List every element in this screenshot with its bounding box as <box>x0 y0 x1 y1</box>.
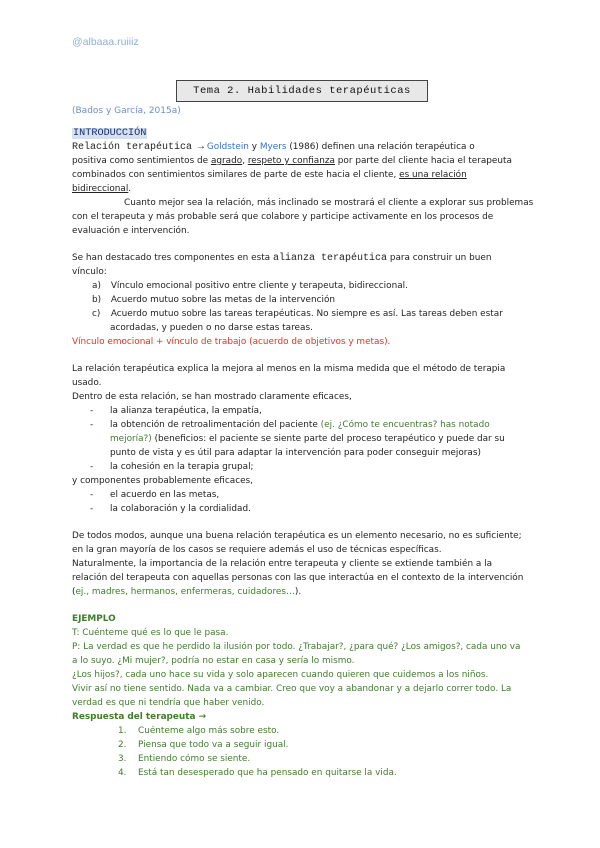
conj-y: y <box>251 142 258 152</box>
term-relacion-terapeutica: Relación terapéutica → <box>72 142 205 153</box>
response-option: Cuénteme algo más sobre esto. <box>138 726 280 736</box>
term-alianza-terapeutica: alianza terapéutica <box>272 253 387 264</box>
closing-line-4: relación del terapeuta con aquellas personas con las que interactúa en el contexto de la intervención <box>72 573 524 583</box>
example-question: (ej. ¿Cómo te encuentras? has notado <box>320 420 490 430</box>
period: . <box>128 184 132 194</box>
list-item-text: Acuerdo mutuo sobre las tareas terapéuticas. No siempre es así. Las tareas deben estar <box>110 309 503 319</box>
effects-line-2: usado. <box>72 378 102 388</box>
underline-relacion: es una relación <box>399 170 467 180</box>
alliance-line-1-pre: Se han destacado tres componentes en esta <box>72 253 271 263</box>
intro-line-1 <box>72 141 475 155</box>
bullet-cohesion: la cohesión en la terapia grupal; <box>110 462 254 472</box>
effects-line-1: La relación terapéutica explica la mejora al menos en la misma medida que el método de terapia <box>72 364 506 374</box>
bullet-retro-pre: la obtención de retroalimentación del paciente <box>110 420 318 430</box>
closing-examples: ej., madres, hermanos, enfermeras, cuidadores… <box>75 587 295 597</box>
intro-line-3-pre: combinados con sentimientos similares de parte de este hacia el cliente, <box>72 170 397 180</box>
closing-line-3: Naturalmente, la importancia de la relación entre terapeuta y cliente se extiende también a la <box>72 559 493 569</box>
response-number: 1. <box>118 726 127 736</box>
alliance-summary: Vínculo emocional + vínculo de trabajo (acuerdo de objetivos y metas). <box>72 337 391 347</box>
underline-bidireccional: bidireccional <box>72 184 129 194</box>
bullet-dash: - <box>90 490 94 500</box>
example-line: a lo suyo. ¿Mi mujer?, podría no estar en casa y sería lo mismo. <box>72 656 355 666</box>
intro-line-5: Cuanto mejor sea la relación, más inclinado se mostrará el cliente a explorar sus problemas <box>124 198 534 208</box>
effects-line-3: Dentro de esta relación, se han mostrado claramente eficaces, <box>72 392 352 402</box>
intro-line-3 <box>72 169 467 183</box>
bullet-dash: - <box>90 406 94 416</box>
paren-open: ( <box>72 587 76 597</box>
response-option: Entiendo cómo se siente. <box>138 754 251 764</box>
intro-line-7: evaluación e intervención. <box>72 226 190 236</box>
list-item-c <box>92 308 503 322</box>
response-number: 2. <box>118 740 127 750</box>
example-line: ¿Los hijos?, cada uno hace su vida y solo aparecen cuando quieren que cuidemos a los niños. <box>72 670 489 680</box>
paren-close: ). <box>294 587 302 597</box>
underline-respeto-confianza: respeto y confianza <box>247 156 335 166</box>
intro-line-2-pre: positiva como sentimientos de <box>72 156 209 166</box>
bullet-colaboracion: la colaboración y la cordialidad. <box>110 504 251 514</box>
bullet-retro-line-2 <box>110 433 505 447</box>
page-title: Tema 2. Habilidades terapéuticas <box>193 85 411 97</box>
list-label: c) <box>92 309 101 319</box>
underline-agrado: agrado <box>210 156 243 166</box>
bullet-dash: - <box>90 504 94 514</box>
intro-line-4 <box>72 183 131 197</box>
author-goldstein: Goldstein <box>206 142 249 152</box>
bullet-dash: - <box>90 420 94 430</box>
intro-line-2 <box>72 155 512 169</box>
intro-line-2-rest: por parte del cliente hacia el terapeuta <box>337 156 512 166</box>
closing-line-2: en la gran mayoría de los casos se requiere además el uso de técnicas específicas. <box>72 545 442 555</box>
response-heading: Respuesta del terapeuta → <box>72 712 207 722</box>
list-label: a) <box>92 281 101 291</box>
example-line: verdad es que ni tendría que haber venido. <box>72 698 265 708</box>
comma: , <box>242 156 246 166</box>
example-line: Vivir así no tiene sentido. Nada va a cambiar. Creo que voy a abandonar y a dejarlo correr todo. La <box>72 684 512 694</box>
response-option: Está tan desesperado que ha pensado en quitarse la vida. <box>138 768 397 778</box>
bullet-alianza: la alianza terapéutica, la empatía, <box>110 406 262 416</box>
list-item-b <box>92 294 335 308</box>
title-box <box>176 80 428 102</box>
citation: (Bados y García, 2015a) <box>72 106 181 116</box>
intro-line-1-rest: (1986) definen una relación terapéutica o <box>289 142 475 152</box>
effects-line-4: y componentes probablemente eficaces, <box>72 476 253 486</box>
author-handle: @albaaa.ruiiiz <box>72 36 139 48</box>
section-heading-introduccion: INTRODUCCIÓN <box>73 128 147 139</box>
alliance-line-1 <box>72 252 491 266</box>
bullet-retro-line-3: punto de vista y es útil para adaptar la intervención para poder conseguir mejoras) <box>110 448 481 458</box>
bullet-retroalimentacion <box>110 419 490 433</box>
list-item-text: Acuerdo mutuo sobre las metas de la intervención <box>110 295 336 305</box>
bullet-retro-benefits: (beneficios: el paciente se siente parte del proceso terapéutico y puede dar su <box>154 434 505 444</box>
list-label: b) <box>92 295 102 305</box>
alliance-line-2: vínculo: <box>72 267 107 277</box>
list-item-a <box>92 280 408 294</box>
closing-line-5 <box>72 586 301 600</box>
bullet-acuerdo: el acuerdo en las metas, <box>110 490 220 500</box>
bullet-dash: - <box>90 462 94 472</box>
list-item-text: Vínculo emocional positivo entre cliente y terapeuta, bidireccional. <box>110 281 408 291</box>
intro-heading-line <box>72 127 147 141</box>
example-question-end: mejoría?) <box>110 434 152 444</box>
alliance-line-1-post: para construir un buen <box>389 253 492 263</box>
example-line: P: La verdad es que he perdido la ilusión por todo. ¿Trabajar?, ¿para qué? ¿Los amigos?, cada uno va <box>72 642 521 652</box>
intro-line-6: con el terapeuta y más probable será que colabore y participe activamente en los procesos de <box>72 212 494 222</box>
response-number: 4. <box>118 768 127 778</box>
response-option: Piensa que todo va a seguir igual. <box>138 740 289 750</box>
example-line: T: Cuénteme qué es lo que le pasa. <box>72 628 229 638</box>
closing-line-1: De todos modos, aunque una buena relación terapéutica es un elemento necesario, no es suficiente; <box>72 531 522 541</box>
example-heading: EJEMPLO <box>72 614 116 624</box>
list-item-c-cont: acordadas, y pueden o no darse estas tareas. <box>110 323 313 333</box>
response-number: 3. <box>118 754 127 764</box>
author-myers: Myers <box>259 142 287 152</box>
